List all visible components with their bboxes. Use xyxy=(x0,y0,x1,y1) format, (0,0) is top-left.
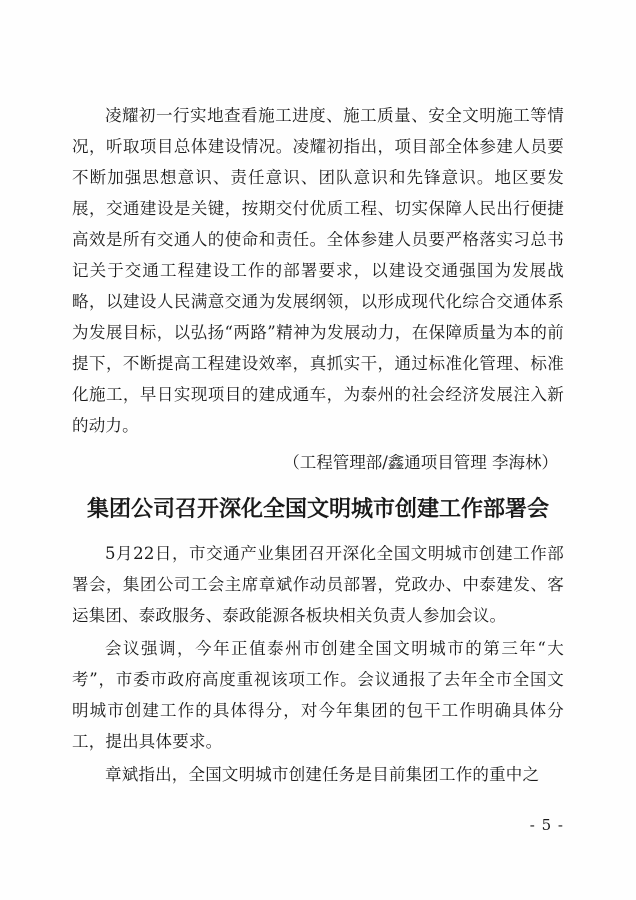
section-heading: 集团公司召开深化全国文明城市创建工作部署会 xyxy=(86,496,549,522)
article-byline: （工程管理部/鑫通项目管理 李海林） xyxy=(283,453,558,472)
paragraph-3: 章斌指出，全国文明城市创建任务是目前集团工作的重中之 xyxy=(105,765,540,784)
document-body xyxy=(72,100,564,792)
paragraph-2: 会议强调，今年正值泰州市创建全国文明城市的第三年“大考”，市委市政府高度重视该项工作。会议通报了去年全市全国文明城市创建工作的具体得分，对今年集团的包干工作明确具体分工，提出具体要求。 xyxy=(72,639,564,751)
page-number: - 5 - xyxy=(529,816,564,834)
paragraph-1: 5月22日，市交通产业集团召开深化全国文明城市创建工作部署会，集团公司工会主席章斌作动员部署，党政办、中泰建发、客运集团、泰政服务、泰政能源各板块相关负责人参加会议。 xyxy=(72,544,564,625)
paragraph-continuation: 凌耀初一行实地查看施工进度、施工质量、安全文明施工等情况，听取项目总体建设情况。凌耀初指出，项目部全体参建人员要不断加强思想意识、责任意识、团队意识和先锋意识。地区要发展，交通建设是关键，按期交付优质工程、切实保障人民出行便捷高效是所有交通人的使命和责任。全体参建人员要严格落实习总书记关于交通工程建设工作的部署要求，以建设交通强国为发展战略，以建设人民满意交通为发展纲领，以形成现代化综合交通体系为发展目标，以弘扬“两路”精神为发展动力，在保障质量为本的前提下，不断提高工程建设效率，真抓实干，通过标准化管理、标准化施工，早日实现项目的建成通车，为泰州的社会经济发展注入新的动力。 xyxy=(72,106,564,435)
